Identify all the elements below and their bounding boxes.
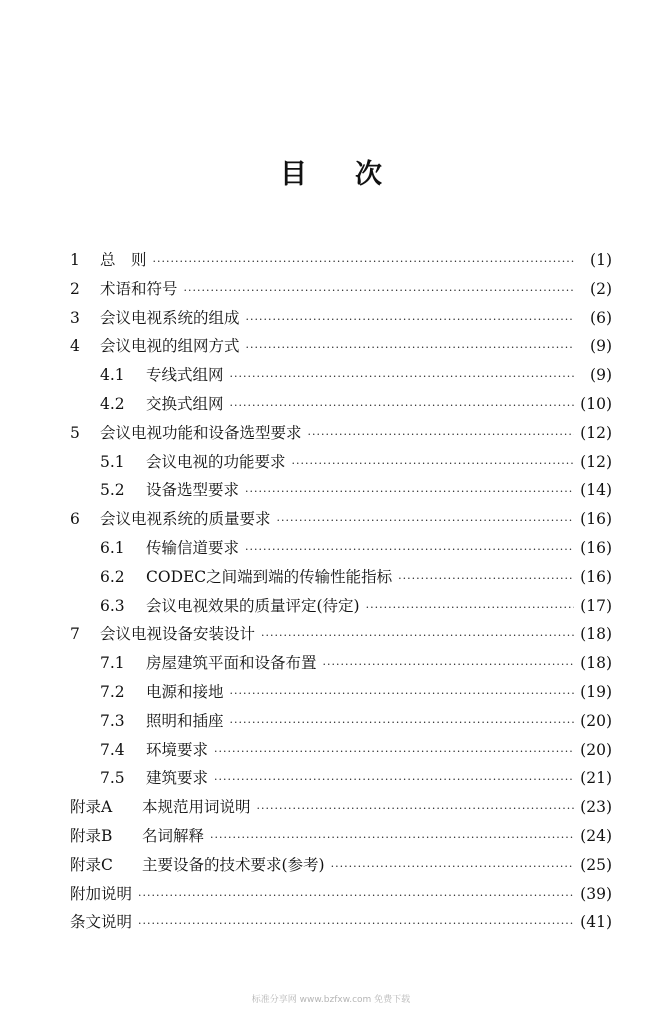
- toc-dot-leader: [246, 334, 574, 363]
- toc-entry-number: 附录B: [70, 826, 113, 845]
- toc-entry-title: 电源和接地: [146, 682, 224, 701]
- toc-entry-title: 附加说明: [70, 884, 133, 903]
- toc-entry-page: (25): [580, 855, 612, 874]
- toc-entry-page: (12): [580, 423, 612, 442]
- toc-entry-page: (2): [590, 279, 612, 298]
- toc-entry-number: 4: [70, 337, 80, 356]
- toc-dot-leader: [366, 594, 574, 623]
- toc-entry-title: 房屋建筑平面和设备布置: [146, 654, 317, 673]
- toc-dot-leader: [246, 306, 574, 335]
- toc-entry-page: (9): [590, 366, 612, 385]
- toc-entry: [70, 275, 612, 304]
- toc-dot-leader: [323, 651, 574, 680]
- toc-entry-title: 术语和符号: [100, 279, 178, 298]
- toc-entry: [70, 908, 612, 937]
- toc-entry-page: (18): [580, 654, 612, 673]
- toc-entry-title: 会议电视系统的组成: [100, 308, 240, 327]
- toc-entry-title: 会议电视效果的质量评定(待定): [146, 596, 360, 615]
- toc-entry: [70, 620, 612, 649]
- toc-entry: [70, 534, 612, 563]
- toc-entry-number: 7.2: [100, 682, 125, 701]
- toc-entry: [70, 332, 612, 361]
- toc-entry-page: (1): [590, 251, 612, 269]
- toc-entry-title: 会议电视的功能要求: [146, 452, 286, 471]
- toc-entry: [70, 390, 612, 419]
- toc-entry-number: 4.1: [100, 366, 125, 385]
- page-title: [0, 152, 662, 191]
- toc-dot-leader: [230, 363, 574, 392]
- toc-entry: [70, 592, 612, 621]
- toc-entry: [70, 793, 612, 822]
- toc-entry-title: 主要设备的技术要求(参考): [142, 855, 325, 874]
- toc-entry: [70, 822, 612, 851]
- toc-entry: [70, 448, 612, 477]
- toc-entry: [70, 707, 612, 736]
- toc-dot-leader: [257, 795, 574, 824]
- toc-entry-number: 7.5: [100, 769, 125, 788]
- toc-entry-number: 附录A: [70, 798, 113, 817]
- toc-entry: [70, 476, 612, 505]
- toc-entry-number: 6.1: [100, 538, 125, 557]
- toc-entry: [70, 851, 612, 880]
- toc-entry: [70, 361, 612, 390]
- toc-entry-page: (6): [590, 308, 612, 327]
- toc-entry-number: 6.3: [100, 596, 125, 615]
- toc-dot-leader: [331, 853, 574, 882]
- toc-dot-leader: [245, 536, 574, 565]
- toc-entry-page: (16): [580, 567, 612, 586]
- toc-entry: [70, 419, 612, 448]
- toc-entry-page: (12): [580, 452, 612, 471]
- table-of-contents: [70, 246, 612, 937]
- toc-entry-number: 4.2: [100, 394, 125, 413]
- toc-entry-page: (24): [580, 826, 612, 845]
- toc-dot-leader: [214, 738, 574, 767]
- toc-entry-title: 会议电视设备安装设计: [100, 625, 256, 644]
- toc-entry-title: 环境要求: [146, 740, 209, 759]
- toc-dot-leader: [230, 709, 574, 738]
- toc-dot-leader: [230, 680, 574, 709]
- toc-dot-leader: [277, 507, 574, 536]
- toc-entry: [70, 736, 612, 765]
- toc-entry-page: (20): [580, 740, 612, 759]
- toc-entry-title: 总 则: [100, 251, 147, 269]
- toc-entry-title: 本规范用词说明: [142, 798, 251, 817]
- toc-entry-title: 建筑要求: [146, 769, 209, 788]
- toc-entry-page: (20): [580, 711, 612, 730]
- toc-entry-page: (16): [580, 538, 612, 557]
- toc-entry-page: (18): [580, 625, 612, 644]
- toc-entry-page: (23): [580, 798, 612, 817]
- toc-entry-page: (16): [580, 510, 612, 529]
- toc-dot-leader: [210, 824, 574, 853]
- toc-entry-number: 5.2: [100, 481, 125, 500]
- watermark-footer: 标准分享网 www.bzfxw.com 免费下载: [251, 995, 411, 1005]
- toc-entry: [70, 880, 612, 909]
- toc-entry: [70, 563, 612, 592]
- toc-entry-title: 会议电视系统的质量要求: [100, 510, 271, 529]
- toc-entry-number: 7: [70, 625, 80, 644]
- toc-entry-title: 交换式组网: [146, 394, 224, 413]
- toc-entry-page: (14): [580, 481, 612, 500]
- toc-entry-number: 6.2: [100, 567, 125, 586]
- toc-entry-number: 附录C: [70, 855, 113, 874]
- toc-entry: [70, 678, 612, 707]
- toc-dot-leader: [138, 910, 574, 939]
- toc-dot-leader: [138, 882, 574, 911]
- toc-dot-leader: [184, 277, 574, 306]
- toc-entry-title: 条文说明: [70, 913, 133, 932]
- toc-entry-title: 专线式组网: [146, 366, 224, 385]
- title-char-2: 次: [355, 159, 382, 190]
- toc-entry-number: 5.1: [100, 452, 125, 471]
- toc-entry-number: 7.3: [100, 711, 125, 730]
- toc-entry-page: (10): [580, 394, 612, 413]
- toc-entry-title: CODEC之间端到端的传输性能指标: [146, 567, 393, 586]
- toc-entry-page: (41): [580, 913, 612, 932]
- toc-entry-number: 2: [70, 279, 80, 298]
- toc-dot-leader: [292, 450, 574, 479]
- toc-entry-title: 传输信道要求: [146, 538, 240, 557]
- toc-entry-number: 5: [70, 423, 80, 442]
- toc-entry-number: 3: [70, 308, 80, 327]
- toc-entry: [70, 505, 612, 534]
- title-char-1: 目: [280, 159, 307, 190]
- toc-dot-leader: [398, 565, 574, 594]
- toc-dot-leader: [261, 622, 574, 651]
- toc-entry-title: 名词解释: [142, 826, 205, 845]
- toc-dot-leader: [308, 421, 574, 450]
- toc-dot-leader: [245, 478, 574, 507]
- toc-entry-number: 7.4: [100, 740, 125, 759]
- toc-entry-page: (19): [580, 682, 612, 701]
- toc-dot-leader: [214, 766, 574, 795]
- toc-entry-title: 设备选型要求: [146, 481, 240, 500]
- toc-entry-title: 会议电视功能和设备选型要求: [100, 423, 302, 442]
- toc-entry-page: (17): [580, 596, 612, 615]
- toc-entry: [70, 246, 612, 275]
- toc-entry: [70, 764, 612, 793]
- toc-entry-number: 6: [70, 510, 80, 529]
- toc-entry: [70, 304, 612, 333]
- toc-entry-number: 1: [70, 251, 80, 269]
- toc-dot-leader: [230, 392, 574, 421]
- toc-entry-title: 照明和插座: [146, 711, 224, 730]
- toc-dot-leader: [153, 248, 574, 277]
- toc-entry-page: (21): [580, 769, 612, 788]
- toc-entry: [70, 649, 612, 678]
- toc-entry-page: (39): [580, 884, 612, 903]
- toc-entry-title: 会议电视的组网方式: [100, 337, 240, 356]
- toc-entry-number: 7.1: [100, 654, 125, 673]
- toc-entry-page: (9): [590, 337, 612, 356]
